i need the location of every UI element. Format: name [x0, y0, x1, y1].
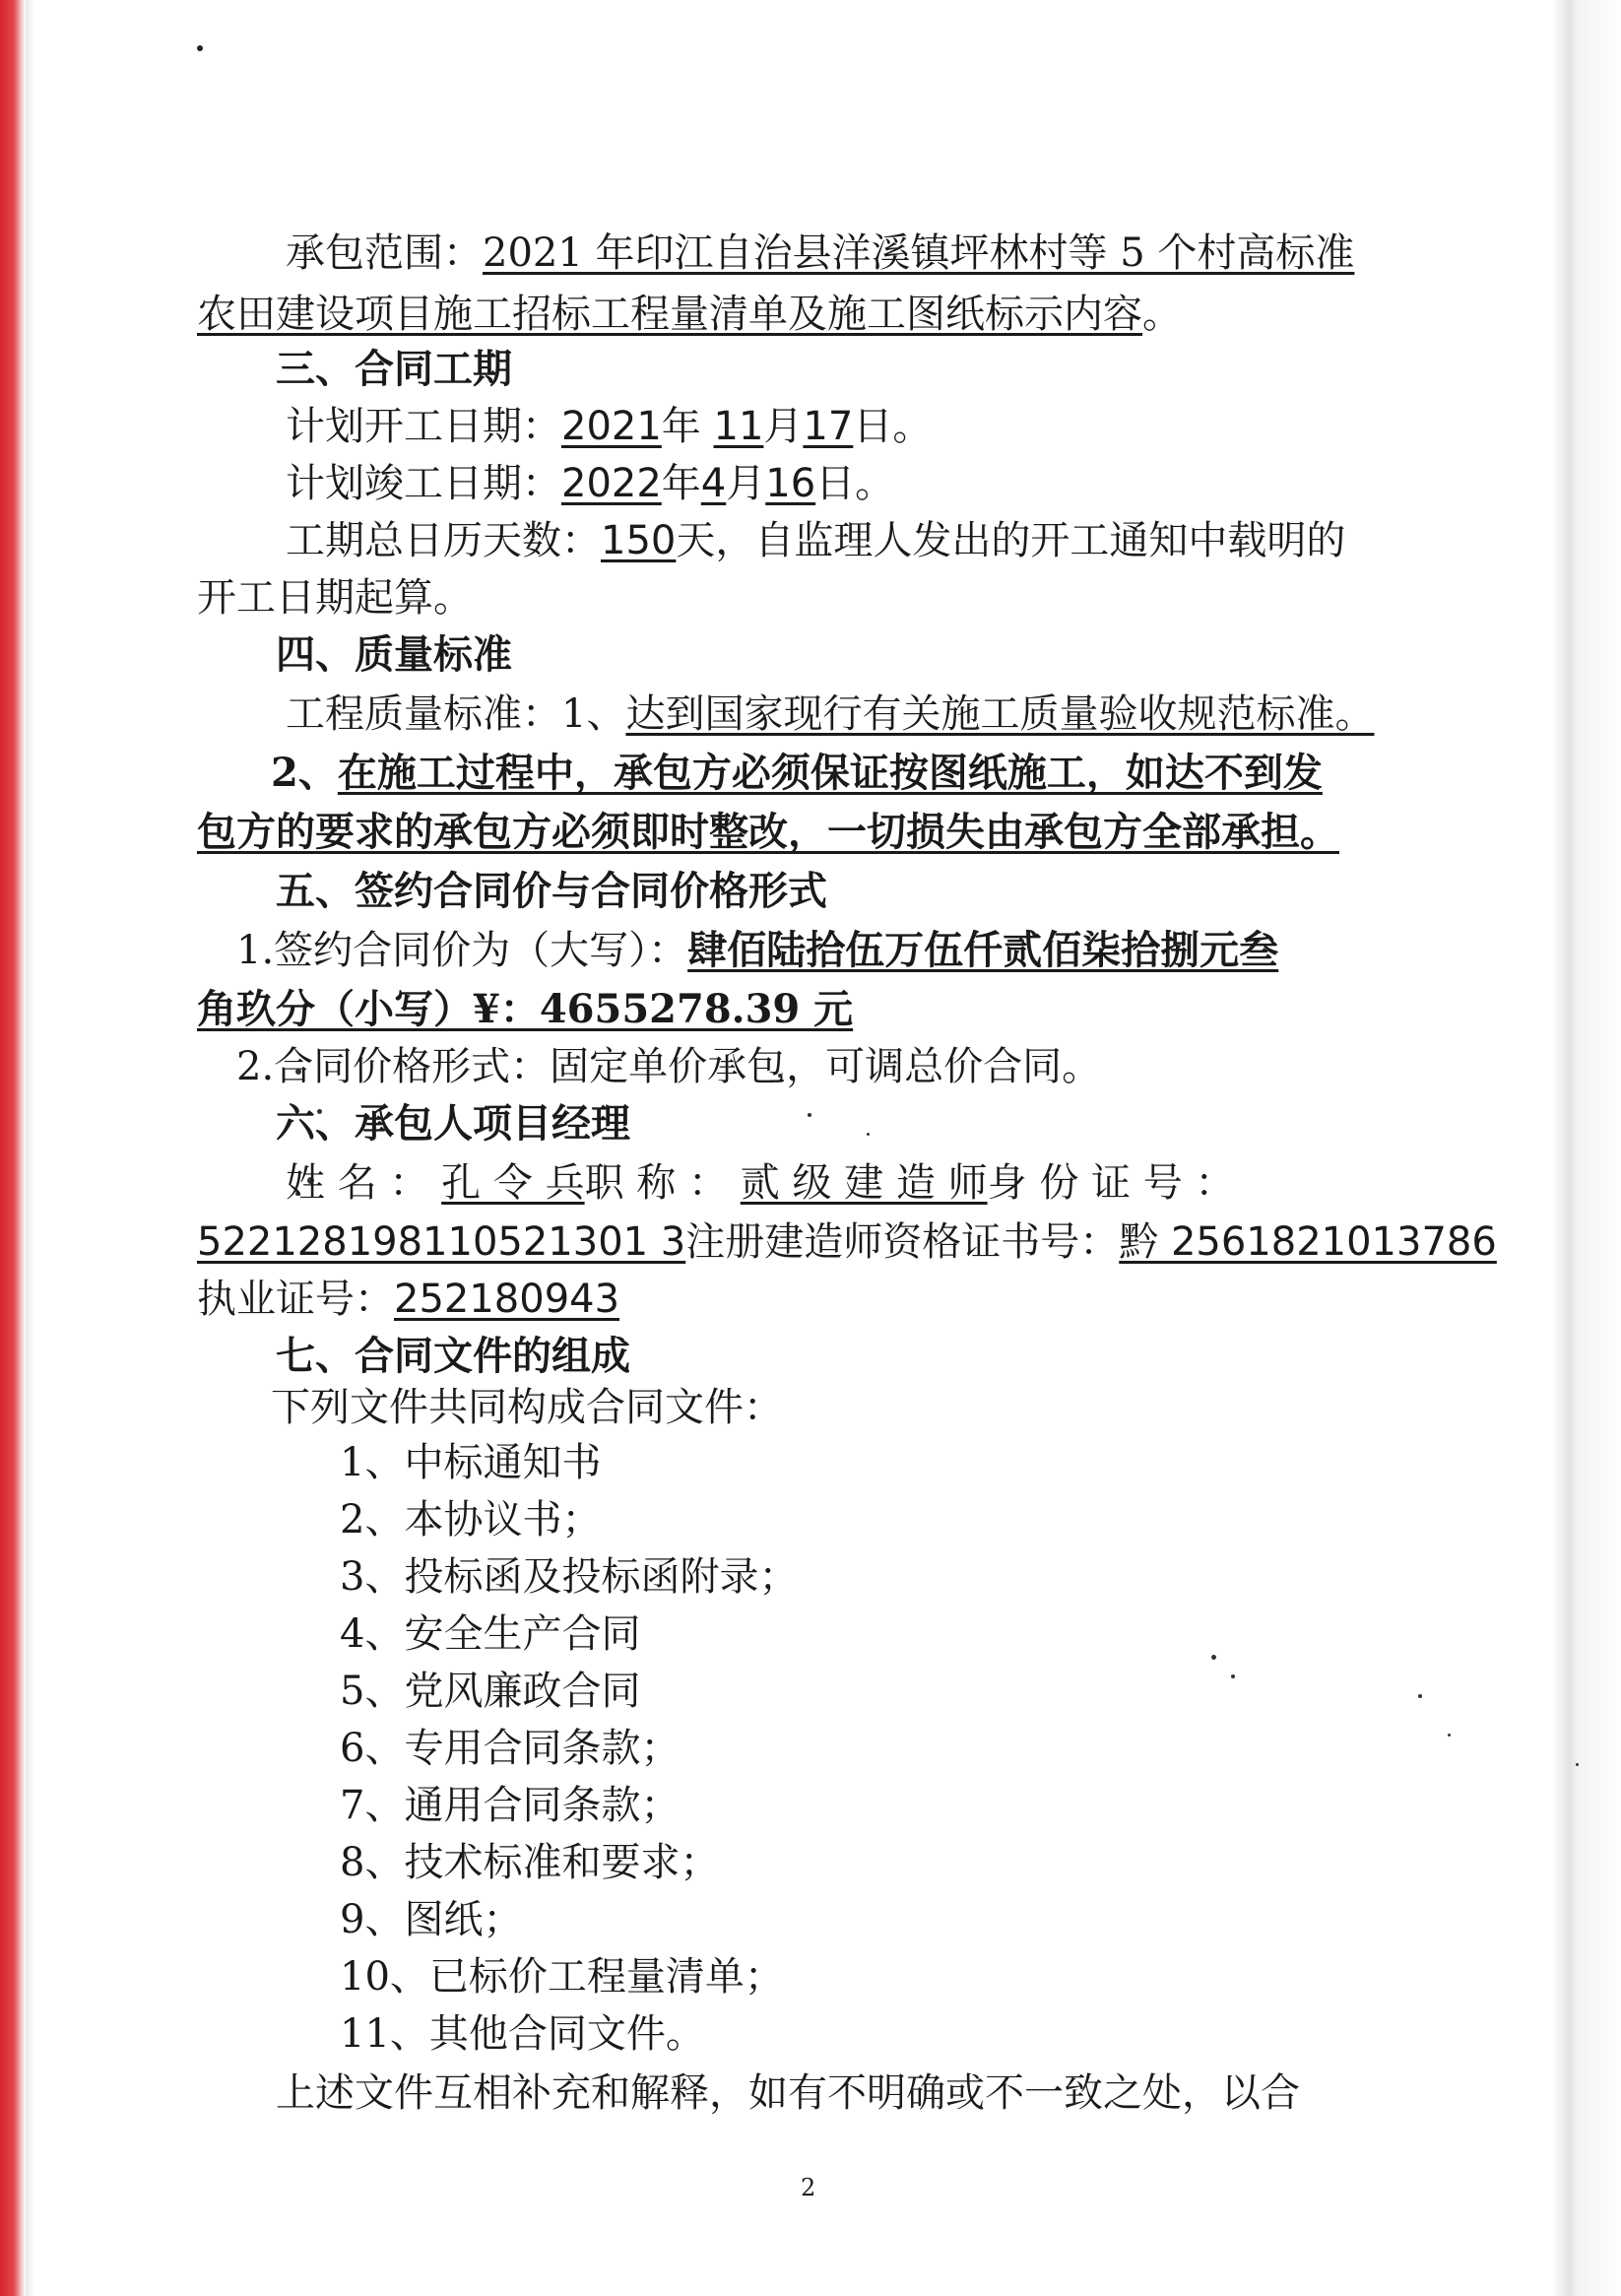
- year-char: 年: [661, 404, 701, 449]
- quality-item-2: [271, 749, 1323, 798]
- end-label: 计划竣工日期：: [286, 461, 561, 506]
- price-form: 2.合同价格形式：固定单价承包，可调总价合同。: [236, 1044, 1102, 1089]
- price-upper: 肆佰陆拾伍万伍仟贰佰柒拾捌元叁: [687, 927, 1279, 973]
- quality-item-1: [286, 689, 1374, 739]
- total-days: 150: [601, 518, 677, 563]
- scope-line-1: [286, 229, 1354, 278]
- name-label: 姓 名 ：: [286, 1160, 429, 1206]
- scan-speck: [1448, 1734, 1451, 1737]
- day-char: 日。: [853, 404, 933, 449]
- price-lower: 角玖分（小写）¥：4655278.39 元: [197, 986, 854, 1032]
- license-label: 执业证号：: [197, 1277, 394, 1322]
- list-item: 8、技术标准和要求；: [340, 1840, 720, 1885]
- contract-price-line-2: [197, 985, 853, 1034]
- month-char: 月: [763, 404, 804, 449]
- scope-line-2: [197, 290, 1182, 339]
- id-label: 身 份 证 号 ：: [987, 1160, 1235, 1206]
- end-year: 2022: [561, 461, 662, 506]
- section-3-heading: 三、合同工期: [276, 346, 512, 392]
- license-line: [197, 1275, 619, 1324]
- list-item: 7、通用合同条款；: [340, 1783, 681, 1828]
- scan-speck: [808, 1113, 811, 1117]
- list-item: 10、已标价工程量清单；: [340, 1954, 784, 2000]
- list-item: 1、中标通知书: [340, 1440, 602, 1485]
- planned-start-date: [286, 402, 932, 451]
- manager-name-line: [286, 1158, 1234, 1208]
- total-label: 工期总日历天数：: [286, 518, 601, 563]
- cert-number: 黔 2561821013786: [1119, 1219, 1497, 1265]
- start-month: 11: [713, 404, 764, 449]
- scope-value: 2021 年印江自治县洋溪镇坪林村等 5 个村高标准: [483, 230, 1355, 276]
- scan-speck: [1211, 1655, 1216, 1660]
- page-number: 2: [801, 2174, 816, 2201]
- license-number: 252180943: [394, 1277, 620, 1322]
- start-label: 计划开工日期：: [286, 404, 561, 449]
- list-item: 11、其他合同文件。: [340, 2011, 705, 2057]
- section-7-heading: 七、合同文件的组成: [276, 1333, 630, 1379]
- manager-title: 贰 级 建 造 师: [740, 1160, 988, 1206]
- list-item: 2、本协议书；: [340, 1497, 602, 1542]
- planned-end-date: [286, 459, 894, 508]
- quality-item-2-num: 2、: [271, 750, 338, 796]
- speck-dot: [197, 45, 203, 51]
- start-year: 2021: [561, 404, 662, 449]
- quality-label: 工程质量标准：1、: [286, 691, 626, 737]
- manager-name: 孔 令 兵: [441, 1160, 585, 1206]
- list-item: 5、党风廉政合同: [340, 1669, 641, 1714]
- list-item: 6、专用合同条款；: [340, 1726, 681, 1771]
- section-4-heading: 四、质量标准: [276, 631, 512, 678]
- title-label: 职 称 ：: [584, 1160, 729, 1206]
- documents-intro: 下列文件共同构成合同文件：: [271, 1385, 783, 1430]
- manager-id: 522128198110521301 3: [197, 1219, 686, 1265]
- day-char: 日。: [815, 461, 895, 506]
- red-binding-edge: [0, 0, 26, 2296]
- list-item: 9、图纸；: [340, 1897, 523, 1942]
- scan-speck: [1231, 1674, 1235, 1678]
- page-shadow-right: [1552, 0, 1621, 2296]
- scan-speck: [867, 1133, 870, 1136]
- contract-price-line: [236, 926, 1278, 975]
- quality-item-1-text: 达到国家现行有关施工质量验收规范标准。: [625, 691, 1375, 737]
- list-item: 3、投标函及投标函附录；: [340, 1554, 799, 1600]
- end-month: 4: [700, 461, 727, 506]
- start-day: 17: [803, 404, 854, 449]
- quality-item-2-cont: [197, 808, 1339, 857]
- page-shadow-left: [26, 0, 35, 2296]
- end-day: 16: [765, 461, 816, 506]
- quality-item-2-text-cont: 包方的要求的承包方必须即时整改，一切损失由承包方全部承担。: [197, 809, 1339, 855]
- scan-speck: [1418, 1694, 1422, 1698]
- quality-item-2-text: 在施工过程中，承包方必须保证按图纸施工，如达不到发: [337, 750, 1323, 796]
- section-5-heading: 五、签约合同价与合同价格形式: [276, 868, 827, 914]
- manager-id-line: [197, 1217, 1497, 1267]
- total-days-line-2: 开工日期起算。: [197, 575, 473, 621]
- total-days-line: [286, 516, 1345, 565]
- scope-value-cont: 农田建设项目施工招标工程量清单及施工图纸标示内容: [197, 292, 1142, 337]
- year-char: 年: [661, 461, 701, 506]
- scan-speck: [1576, 1763, 1579, 1766]
- list-item: 4、安全生产合同: [340, 1611, 641, 1657]
- section-6-heading: 六、承包人项目经理: [276, 1100, 630, 1147]
- month-char: 月: [726, 461, 766, 506]
- cert-label: 注册建造师资格证书号：: [685, 1219, 1120, 1265]
- scope-label: 承包范围：: [286, 230, 483, 276]
- closing-text: 上述文件互相补充和解释，如有不明确或不一致之处，以合: [276, 2070, 1300, 2116]
- total-tail: 天，自监理人发出的开工通知中载明的: [676, 518, 1346, 563]
- scope-end: 。: [1142, 292, 1182, 337]
- price-label: 1.签约合同价为（大写）：: [236, 928, 688, 973]
